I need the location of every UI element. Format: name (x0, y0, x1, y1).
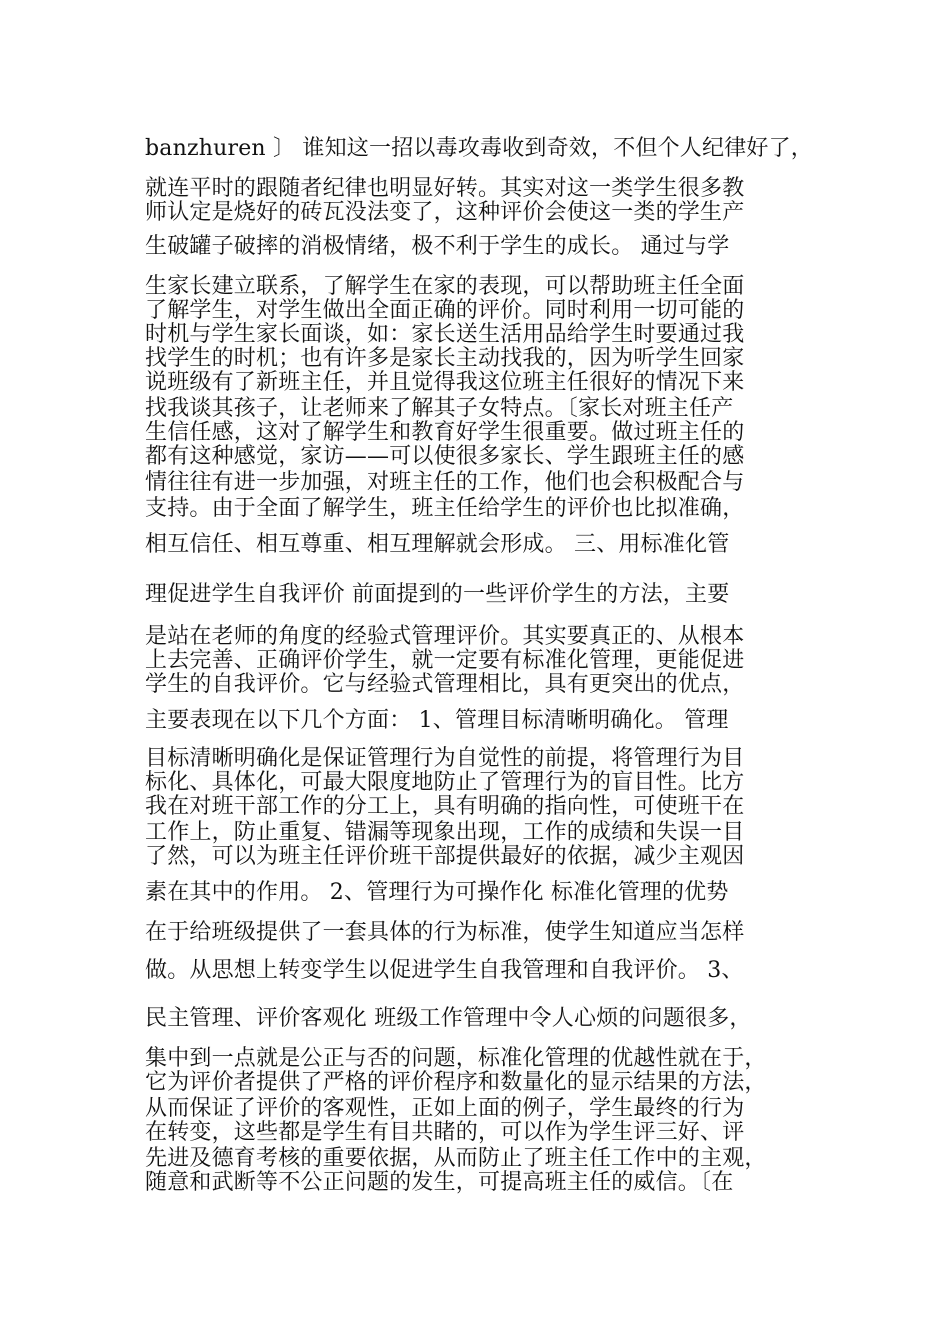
text-line-35: 随意和武断等不公正问题的发生，可提高班主任的威信。〔在 (145, 1170, 734, 1195)
text-line-7: 时机与学生家长面谈，如：家长送生活用品给学生时要通过我 (145, 322, 745, 347)
text-line-14: 支持。由于全面了解学生，班主任给学生的评价也比拟准确， (145, 496, 745, 521)
text-line-24: 工作上，防止重复、错漏等现象出现，工作的成绩和失误一目 (145, 820, 745, 845)
text-line-5: 生家长建立联系，了解学生在家的表现，可以帮助班主任全面 (145, 274, 745, 299)
text-line-31: 它为评价者提供了严格的评价程序和数量化的显示结果的方法， (145, 1070, 767, 1095)
text-line-22: 标化、具体化，可最大限度地防止了管理行为的盲目性。比方 (145, 770, 745, 795)
text-line-1: banzhuren 〕 谁知这一招以毒攻毒收到奇效，不但个人纪律好了， (145, 136, 813, 161)
text-line-9: 说班级有了新班主任，并且觉得我这位班主任很好的情况下来 (145, 370, 745, 395)
text-line-17: 是站在老师的角度的经验式管理评价。其实要真正的、从根本 (145, 624, 745, 649)
text-line-20: 主要表现在以下几个方面： 1、管理目标清晰明确化。 管理 (145, 708, 729, 733)
text-line-2: 就连平时的跟随者纪律也明显好转。其实对这一类学生很多教 (145, 176, 745, 201)
text-line-6: 了解学生，对学生做出全面正确的评价。同时利用一切可能的 (145, 298, 745, 323)
text-line-3: 师认定是烧好的砖瓦没法变了，这种评价会使这一类的学生产 (145, 200, 745, 225)
text-line-4: 生破罐子破摔的消极情绪，极不利于学生的成长。 通过与学 (145, 234, 730, 259)
text-line-19: 学生的自我评价。它与经验式管理相比，具有更突出的优点， (145, 672, 745, 697)
text-line-28: 做。从思想上转变学生以促进学生自我管理和自我评价。 3、 (145, 958, 744, 983)
text-line-25: 了然，可以为班主任评价班干部提供最好的依据，减少主观因 (145, 844, 745, 869)
text-line-8: 找学生的时机；也有许多是家长主动找我的，因为听学生回家 (145, 346, 745, 371)
text-line-11: 生信任感，这对了解学生和教育好学生很重要。做过班主任的 (145, 420, 745, 445)
text-line-16: 理促进学生自我评价 前面提到的一些评价学生的方法，主要 (145, 582, 730, 607)
text-line-33: 在转变，这些都是学生有目共睹的，可以作为学生评三好、评 (145, 1120, 745, 1145)
text-line-26: 素在其中的作用。 2、管理行为可操作化 标准化管理的优势 (145, 880, 729, 905)
text-line-23: 我在对班干部工作的分工上，具有明确的指向性，可使班干在 (145, 794, 745, 819)
text-line-30: 集中到一点就是公正与否的问题，标准化管理的优越性就在于， (145, 1046, 767, 1071)
text-line-34: 先进及德育考核的重要依据，从而防止了班主任工作中的主观， (145, 1146, 767, 1171)
text-line-32: 从而保证了评价的客观性，正如上面的例子，学生最终的行为 (145, 1096, 745, 1121)
text-line-21: 目标清晰明确化是保证管理行为自觉性的前提，将管理行为目 (145, 746, 745, 771)
text-line-10: 找我谈其孩子，让老师来了解其子女特点。〔家长对班主任产 (145, 396, 734, 421)
text-line-29: 民主管理、评价客观化 班级工作管理中令人心烦的问题很多， (145, 1006, 752, 1031)
text-line-27: 在于给班级提供了一套具体的行为标准，使学生知道应当怎样 (145, 920, 745, 945)
text-line-13: 情往往有进一步加强，对班主任的工作，他们也会积极配合与 (145, 470, 745, 495)
text-line-12: 都有这种感觉，家访——可以使很多家长、学生跟班主任的感 (145, 444, 745, 469)
text-line-15: 相互信任、相互尊重、相互理解就会形成。 三、用标准化管 (145, 532, 730, 557)
text-line-18: 上去完善、正确评价学生，就一定要有标准化管理，更能促进 (145, 648, 745, 673)
